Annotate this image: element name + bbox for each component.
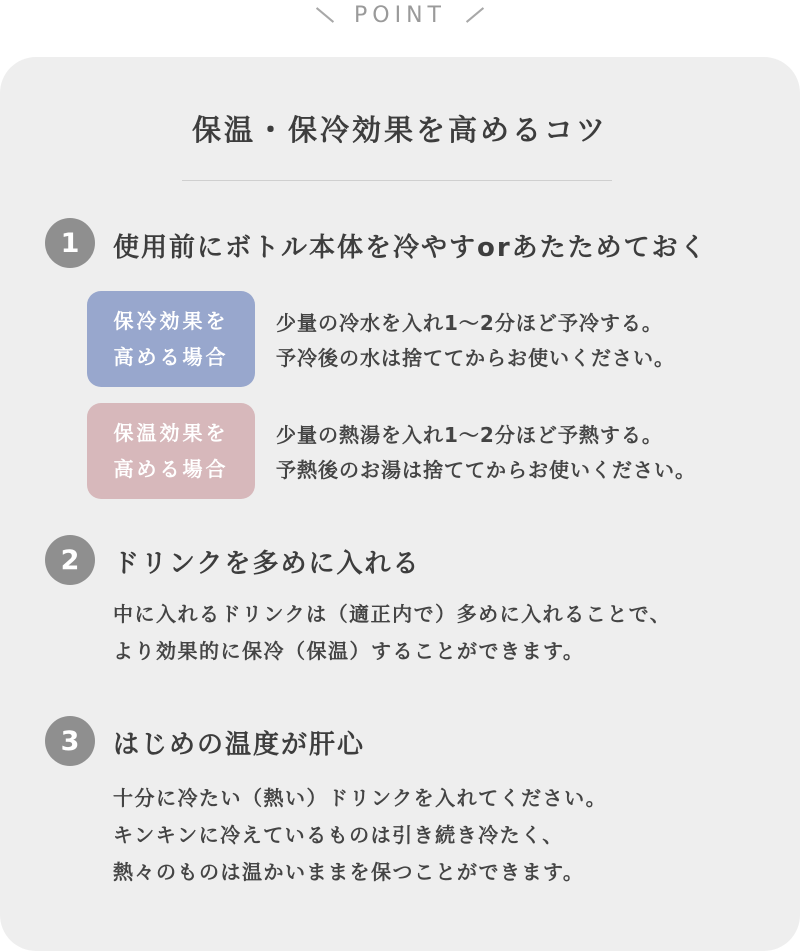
tip-number-2: 2: [45, 535, 95, 585]
tip3-line: 十分に冷たい（熱い）ドリンクを入れてください。: [113, 786, 608, 810]
cool-desc-line2: 予冷後の水は捨ててからお使いください。: [276, 346, 675, 370]
point-header: [0, 0, 800, 30]
tip3-line: キンキンに冷えているものは引き続き冷たく、: [113, 823, 564, 847]
warm-badge-line2: 高める場合: [113, 457, 229, 481]
tip2-line: より効果的に保冷（保温）することができます。: [113, 639, 585, 663]
warm-desc-line1: 少量の熱湯を入れ1～2分ほど予熱する。: [276, 423, 663, 447]
warm-desc-line2: 予熱後のお湯は捨ててからお使いください。: [276, 458, 696, 482]
cool-desc-line1: 少量の冷水を入れ1～2分ほど予冷する。: [276, 311, 663, 335]
slash-decoration-left: [316, 7, 334, 23]
warm-effect-badge: [87, 403, 255, 499]
tip-body-2: [113, 596, 671, 670]
tip-number-1: 1: [45, 218, 95, 268]
tip-heading-2: ドリンクを多めに入れる: [113, 549, 421, 579]
warm-description: [276, 418, 696, 488]
tip-heading-1: 使用前にボトル本体を冷やすorあたためておく: [113, 233, 708, 263]
card-title: 保温・保冷効果を高めるコツ: [191, 113, 608, 147]
point-label: POINT: [354, 2, 446, 28]
tip-heading-3: はじめの温度が肝心: [113, 730, 366, 760]
tip-body-3: [113, 780, 607, 891]
tip-number-3: 3: [45, 716, 95, 766]
tip2-line: 中に入れるドリンクは（適正内で）多めに入れることで、: [113, 602, 672, 626]
tip3-line: 熱々のものは温かいままを保つことができます。: [113, 860, 585, 884]
warm-badge-line1: 保温効果を: [113, 421, 229, 445]
title-divider: [182, 180, 612, 181]
cool-description: [276, 306, 675, 376]
cool-badge-line1: 保冷効果を: [113, 309, 229, 333]
cool-badge-line2: 高める場合: [113, 345, 229, 369]
slash-decoration-right: [466, 7, 484, 23]
cool-effect-badge: [87, 291, 255, 387]
